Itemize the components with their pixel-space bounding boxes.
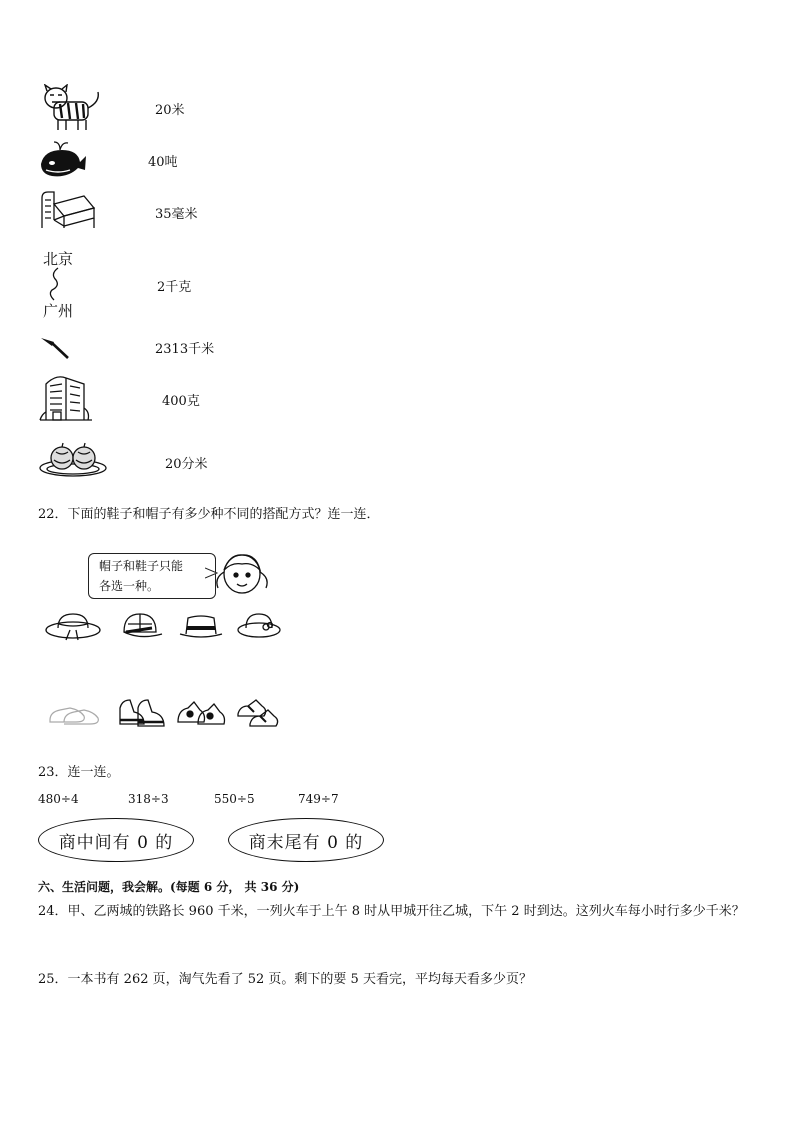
section-6-title: 六、生活问题，我会解。(每题 6 分， 共 36 分) [38,880,300,894]
oval-middle-zero-label: 商中间有 0 的 [58,832,174,853]
question-23-text: 23．连一连。 [38,765,120,780]
bubble-line-1: 帽子和鞋子只能 [99,559,184,573]
shoes-3-picture [176,696,228,726]
oval-end-zero-label: 商末尾有 0 的 [248,832,364,853]
expression-1: 480÷4 [38,792,79,806]
value-label-4: 2千克 [157,280,192,295]
question-24-text: 24．甲、乙两城的铁路长 960 千米，一列火车于上午 8 时从甲城开往乙城，下午 2 时到达。这列火车每小时行多少千米？ [38,904,745,919]
hat-4-picture [236,610,282,640]
question-22-text: 22．下面的鞋子和帽子有多少种不同的搭配方式？连一连． [38,507,380,522]
shoes-1-picture [46,700,102,726]
map-label-guangzhou: 广州 [43,302,74,320]
value-label-5: 2313千米 [155,342,215,357]
expression-4: 749÷7 [298,792,339,806]
value-label-2: 40吨 [148,155,178,170]
question-25-text: 25．一本书有 262 页，淘气先看了 52 页。剩下的要 5 天看完，平均每天看多少页？ [38,972,532,987]
girl-avatar [212,548,272,598]
shoes-2-picture [116,694,168,728]
whale-picture [38,140,88,180]
fruit-plate-picture [38,442,108,478]
speech-bubble [88,553,216,599]
bed-picture [38,186,96,230]
route-line-icon [44,266,64,302]
bubble-line-2: 各选一种。 [99,579,160,593]
value-label-3: 35毫米 [155,207,198,222]
tiger-picture [38,84,104,132]
oval-middle-zero [38,818,194,862]
value-label-1: 20米 [155,103,185,118]
nail-picture [38,334,72,360]
map-label-beijing: 北京 [43,250,74,268]
expression-3: 550÷5 [214,792,255,806]
hat-3-picture [178,612,224,640]
value-label-6: 400克 [162,394,200,409]
oval-end-zero [228,818,384,862]
expression-2: 318÷3 [128,792,169,806]
value-label-7: 20分米 [165,457,208,472]
hat-1-picture [44,610,102,642]
shoes-4-picture [236,696,280,728]
hat-2-picture [118,610,164,642]
building-picture [38,372,94,422]
